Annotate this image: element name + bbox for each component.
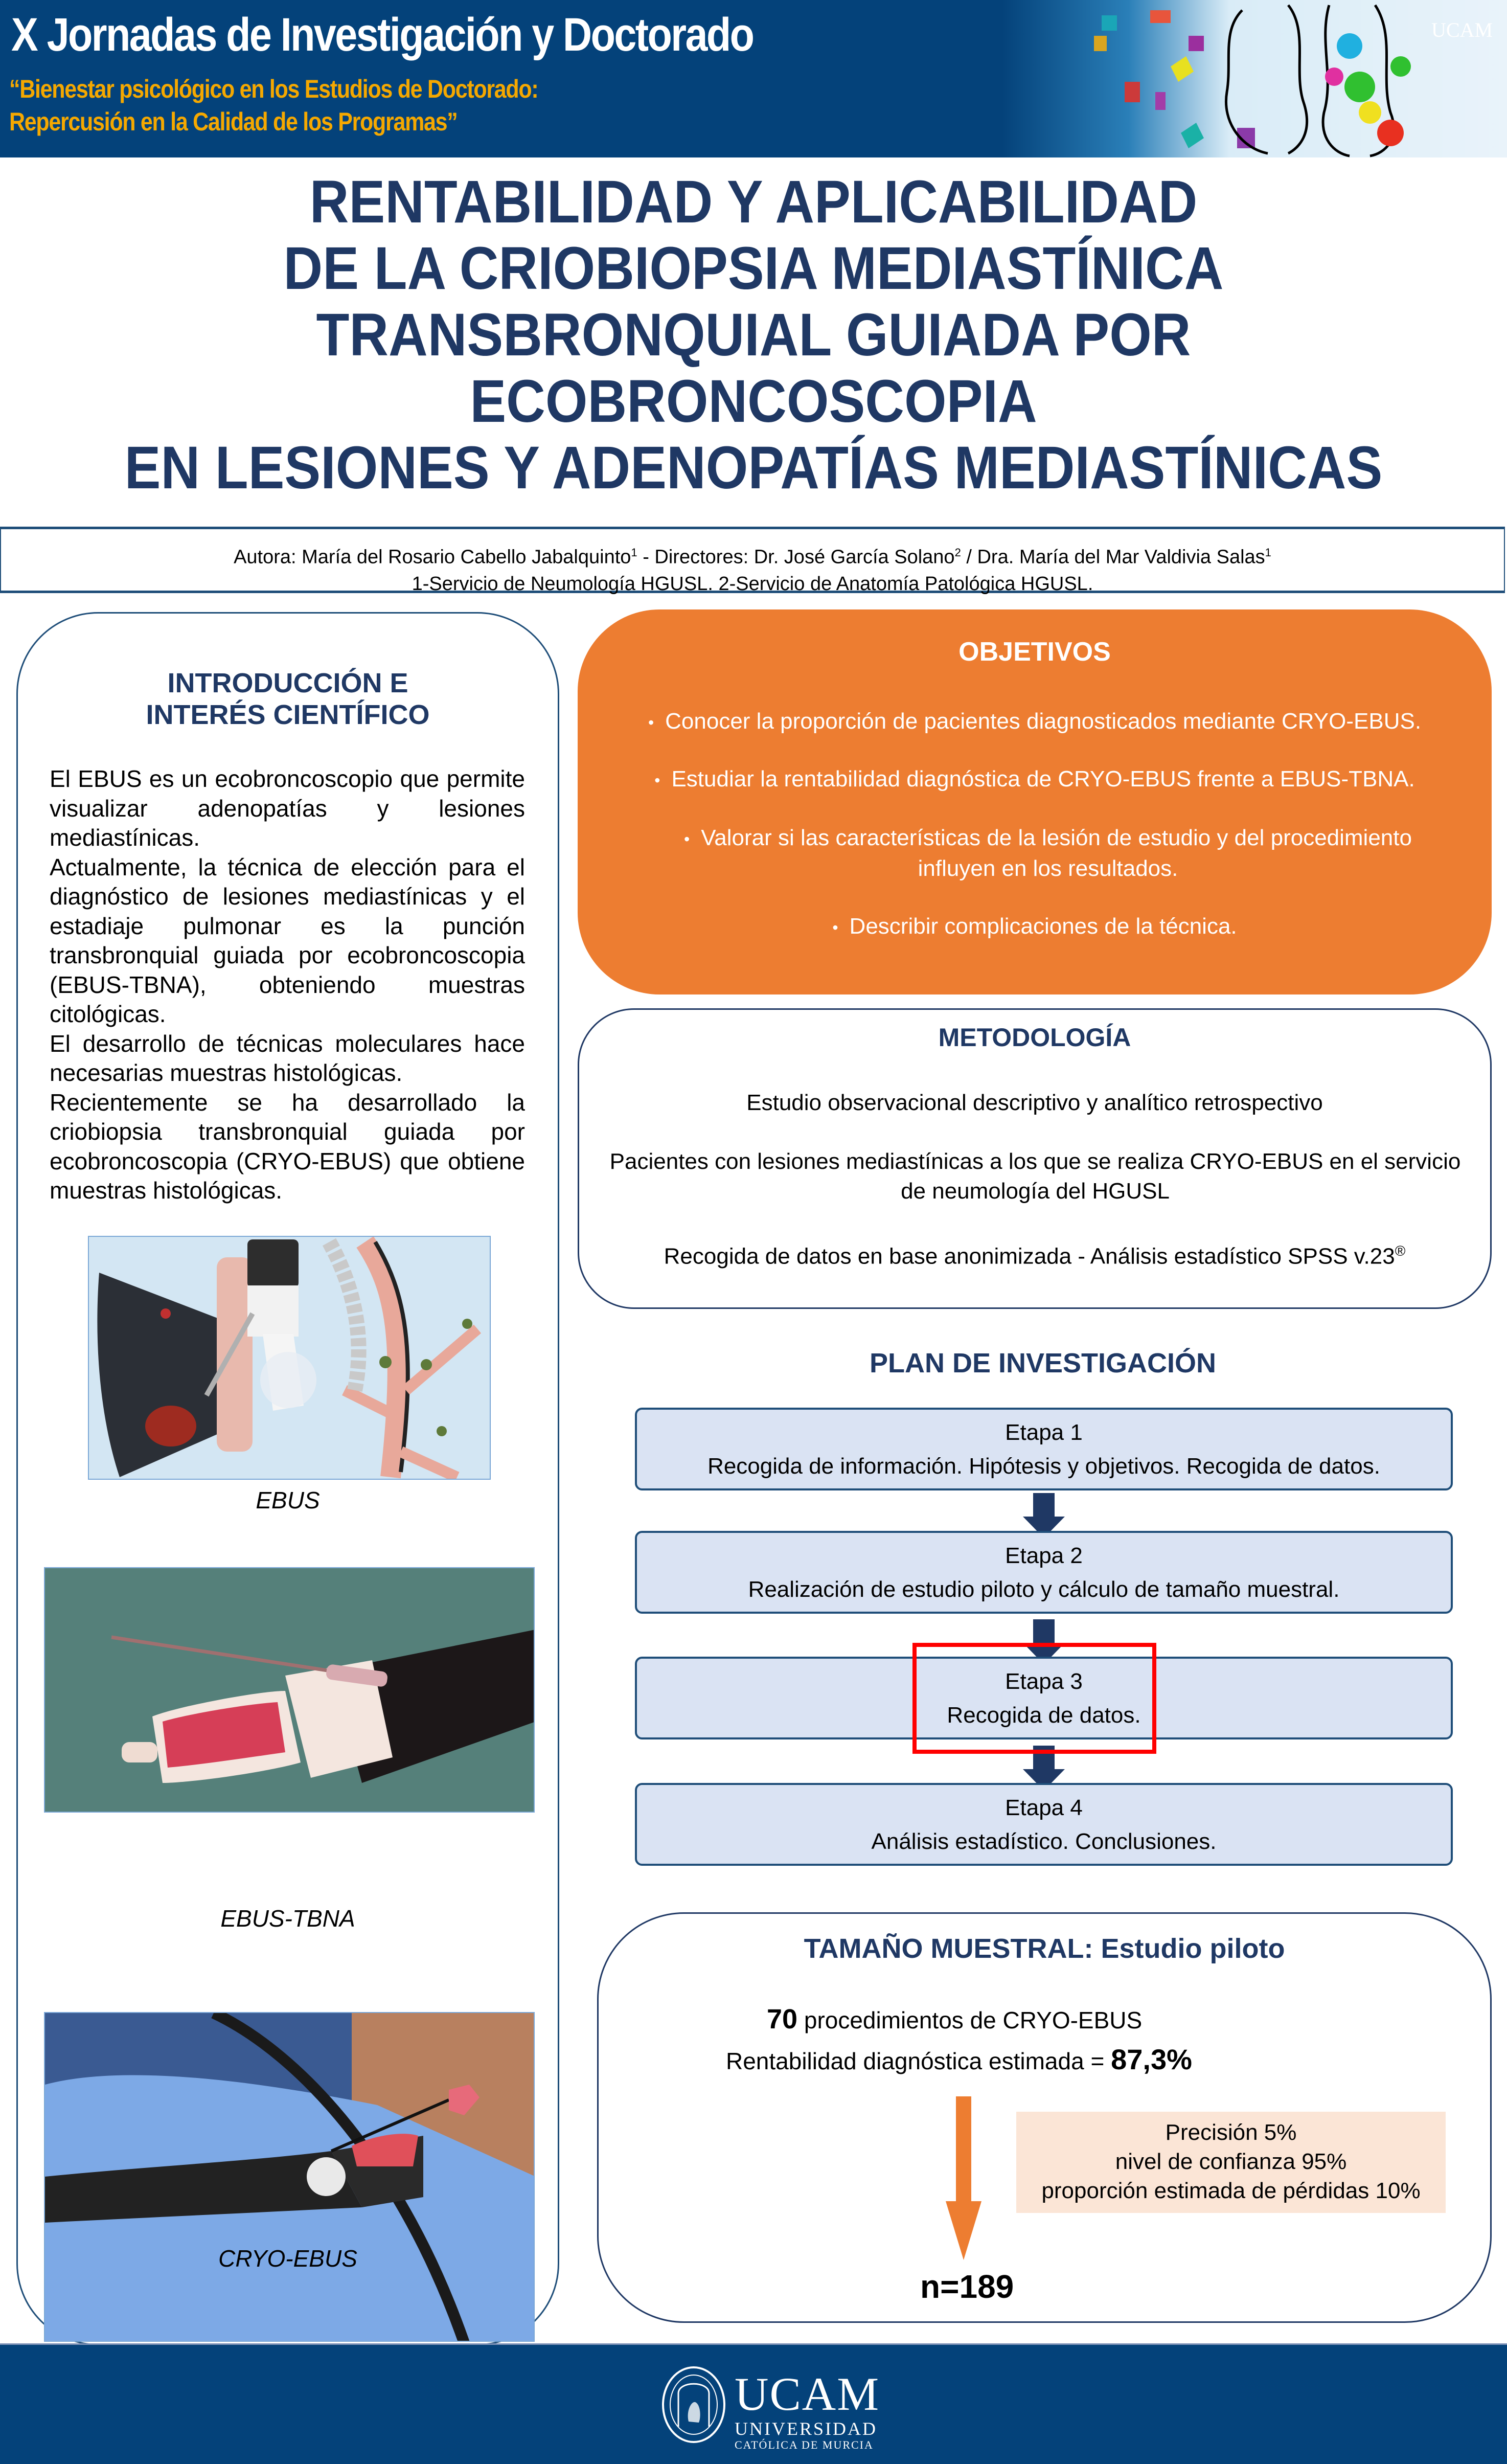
ebus-tbna-needle-icon — [45, 1568, 535, 1813]
objective-item — [593, 707, 1476, 737]
event-subtitle-line1: “Bienestar psicológico en los Estudios de Doctorado: — [9, 75, 538, 103]
stage-text: Análisis estadístico. Conclusiones. — [871, 1829, 1217, 1854]
methodology-text: Recogida de datos en base anonimizada - Análisis estadístico SPSS v.23 — [664, 1244, 1395, 1269]
superscript: 2 — [954, 546, 961, 559]
title-line: EN LESIONES Y ADENOPATÍAS MEDIASTÍNICAS — [124, 434, 1383, 502]
methodology-line: Estudio observacional descriptivo y analítico retrospectivo — [746, 1090, 1323, 1115]
stage-box — [635, 1408, 1453, 1490]
logo-line3: CATÓLICA DE MURCIA — [735, 2438, 874, 2451]
intro-paragraph: Recientemente se ha desarrollado la criobiopsia transbronquial guiada por ecobroncoscopia (CRYO-EBUS) que obtiene muestras histológicas. — [50, 1089, 525, 1204]
intro-paragraph: Actualmente, la técnica de elección para el diagnóstico de lesiones mediastínicas y el estadiaje pulmonar es la punción transbronquial guiada por ecobroncoscopia (EBUS-TBNA), obteniendo muestras citológicas. — [50, 853, 525, 1027]
director-2: / Dra. María del Mar Valdivia Salas — [961, 546, 1265, 568]
objective-text: Estudiar la rentabilidad diagnóstica de CRYO-EBUS frente a EBUS-TBNA. — [671, 766, 1415, 792]
sample-size-result: n=189 — [920, 2268, 1014, 2305]
university-seal-icon — [660, 2365, 727, 2445]
methodology-line: Pacientes con lesiones mediastínicas a los que se realiza CRYO-EBUS en el servicio de neumología del HGUSL — [609, 1149, 1461, 1204]
tamano-heading: TAMAÑO MUESTRAL: Estudio piloto — [804, 1933, 1285, 1964]
authors-line — [1, 539, 1504, 571]
metodologia-heading: METODOLOGÍA — [938, 1023, 1131, 1052]
stage-label: Etapa 3 — [1005, 1669, 1083, 1694]
bullet: • — [684, 830, 690, 849]
bullet: • — [648, 713, 654, 732]
corner-logo-text: UCAM — [1431, 18, 1493, 41]
logo-line2: UNIVERSIDAD — [735, 2418, 877, 2439]
stage-text: Recogida de información. Hipótesis y objetivos. Recogida de datos. — [707, 1454, 1380, 1479]
bullet: • — [654, 771, 660, 790]
procedures-count: 70 — [767, 2004, 798, 2035]
plan-heading: PLAN DE INVESTIGACIÓN — [869, 1348, 1217, 1378]
parameter-line: Precisión 5% — [1165, 2120, 1297, 2145]
intro-paragraph: El desarrollo de técnicas moleculares hace necesarias muestras histológicas. — [50, 1030, 525, 1086]
brain-illustration-icon — [1002, 0, 1507, 157]
author-name: Autora: María del Rosario Cabello Jabalquinto — [234, 546, 631, 568]
intro-paragraph: El EBUS es un ecobroncoscopio que permite visualizar adenopatías y lesiones mediastínicas. — [50, 765, 525, 851]
cryo-ebus-photo — [44, 2012, 535, 2342]
parameters-box — [1016, 2112, 1446, 2213]
objective-text: Conocer la proporción de pacientes diagnosticados mediante CRYO-EBUS. — [665, 709, 1422, 734]
intro-heading-line: INTRODUCCIÓN E — [167, 668, 408, 698]
orange-down-arrow-icon — [943, 2096, 984, 2260]
yield-line — [726, 2043, 1192, 2076]
parameter-line: proporción estimada de pérdidas 10% — [1041, 2178, 1421, 2203]
procedures-text: procedimientos de CRYO-EBUS — [797, 2007, 1143, 2033]
title-line: ECOBRONCOSCOPIA — [470, 368, 1037, 435]
stage-box — [635, 1783, 1453, 1866]
stage-label: Etapa 1 — [1005, 1420, 1083, 1445]
objective-item — [593, 912, 1476, 942]
objective-item — [654, 823, 1442, 884]
title-line: RENTABILIDAD Y APLICABILIDAD — [309, 168, 1198, 236]
header-banner — [0, 0, 1507, 157]
cryo-ebus-probe-icon — [45, 2013, 535, 2342]
ebus-diagram-icon — [89, 1237, 491, 1480]
stage-label: Etapa 2 — [1005, 1543, 1083, 1568]
procedures-line — [767, 2003, 1142, 2035]
event-subtitle-line2: Repercusión en la Calidad de los Programas” — [9, 107, 458, 136]
ebus-illustration — [88, 1236, 491, 1480]
stage-text: Realización de estudio piloto y cálculo de tamaño muestral. — [748, 1577, 1340, 1602]
intro-heading — [16, 667, 559, 731]
title-line: DE LA CRIOBIOPSIA MEDIASTÍNICA — [283, 235, 1224, 302]
superscript: 1 — [631, 546, 637, 559]
logo-name: UCAM — [735, 2368, 880, 2420]
stage-box — [635, 1531, 1453, 1614]
objective-item — [593, 764, 1476, 795]
objective-text: Valorar si las características de la lesión de estudio y del procedimiento influyen en los resultados. — [701, 825, 1412, 881]
footer — [0, 2343, 1507, 2464]
objetivos-heading: OBJETIVOS — [958, 637, 1111, 667]
objective-text: Describir complicaciones de la técnica. — [849, 914, 1237, 939]
figure-caption: EBUS — [256, 1487, 320, 1513]
current-stage-highlight — [912, 1643, 1156, 1754]
yield-text: Rentabilidad diagnóstica estimada = — [726, 2048, 1111, 2074]
figure-caption: EBUS-TBNA — [220, 1905, 355, 1932]
methodology-line — [593, 1236, 1476, 1272]
stage-label: Etapa 4 — [1005, 1795, 1083, 1820]
intro-heading-line: INTERÉS CIENTÍFICO — [146, 699, 430, 730]
ebus-tbna-photo — [44, 1567, 535, 1813]
bullet: • — [832, 918, 838, 937]
figure-caption: CRYO-EBUS — [218, 2245, 357, 2272]
poster-title — [0, 169, 1507, 501]
event-title: X Jornadas de Investigación y Doctorado — [11, 9, 754, 61]
registered-mark: ® — [1395, 1243, 1406, 1259]
authors-box — [0, 527, 1505, 593]
intro-text — [50, 764, 525, 1206]
title-line: TRANSBRONQUIAL GUIADA POR — [316, 301, 1191, 369]
parameter-line: nivel de confianza 95% — [1115, 2149, 1347, 2174]
stage-text: Recogida de datos. — [947, 1703, 1141, 1728]
superscript: 1 — [1265, 546, 1271, 559]
affiliations: 1-Servicio de Neumología HGUSL. 2-Servicio de Anatomía Patológica HGUSL. — [412, 573, 1093, 595]
directors: - Directores: Dr. José García Solano — [637, 546, 955, 568]
yield-value: 87,3% — [1111, 2043, 1192, 2075]
